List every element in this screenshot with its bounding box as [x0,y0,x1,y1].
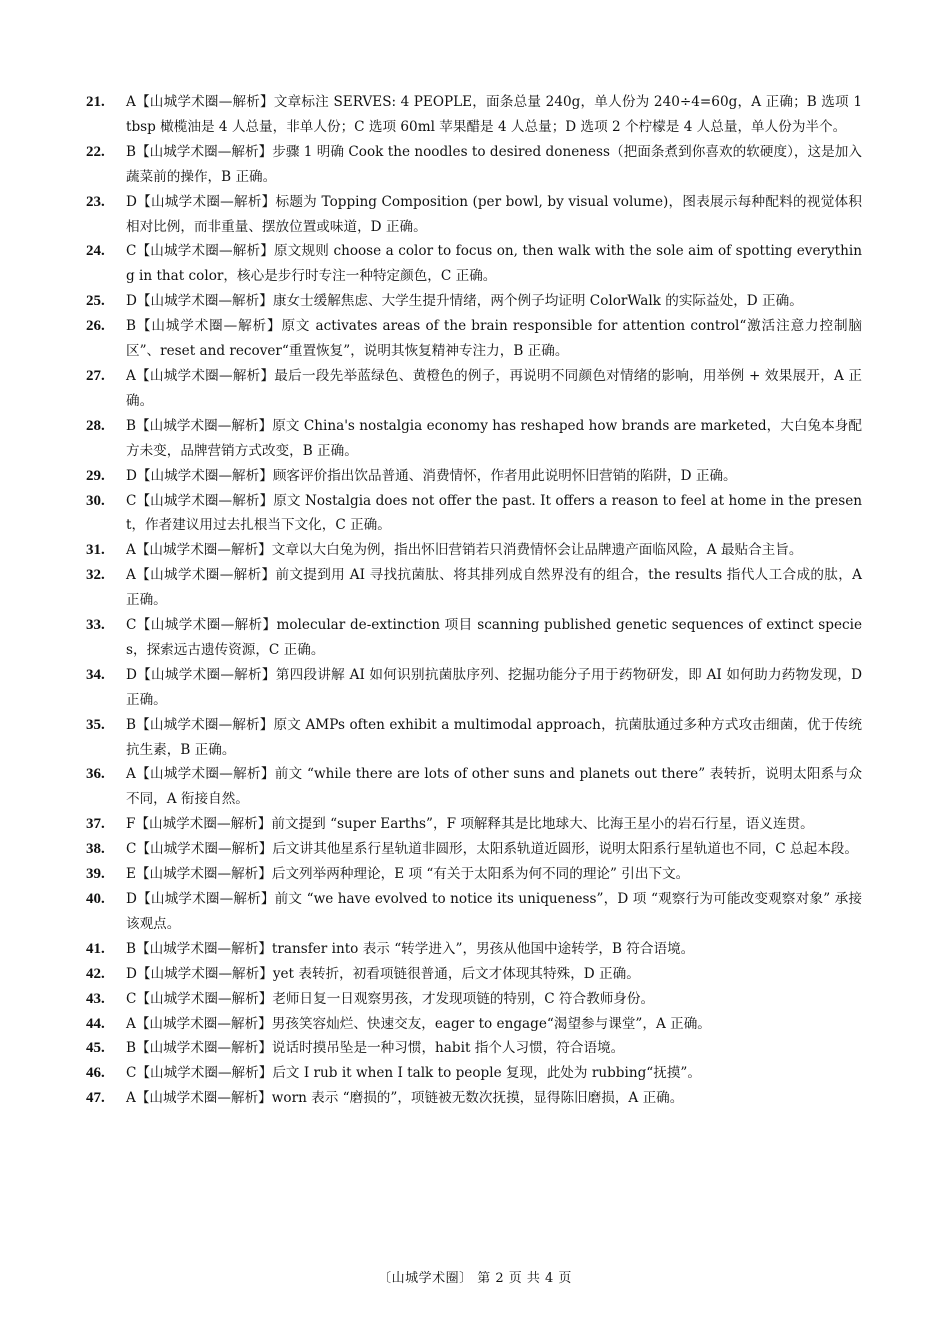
question-number: 45. [86,1040,105,1057]
question-number: 26. [86,318,105,335]
question-number: 32. [86,567,105,584]
answer-item [86,713,862,763]
question-number: 29. [86,467,105,484]
answer-explanation: B【山城学术圈—解析】原文 AMPs often exhibit a multimodal approach，抗菌肽通过多种方式攻击细菌，优于传统抗生素，B 正确。 [126,716,862,758]
answer-item [86,563,862,613]
question-number: 24. [86,243,105,260]
answer-item [86,987,862,1012]
question-number: 43. [86,990,105,1007]
answer-explanation: D【山城学术圈—解析】康女士缓解焦虑、大学生提升情绪，两个例子均证明 ColorWalk 的实际益处，D 正确。 [126,293,803,310]
question-number: 31. [86,542,105,559]
answer-explanation: A【山城学术圈—解析】最后一段先举蓝绿色、黄橙色的例子，再说明不同颜色对情绪的影响，用举例 + 效果展开，A 正确。 [126,367,862,409]
answer-item [86,140,862,190]
question-number: 38. [86,841,105,858]
answer-explanation: A【山城学术圈—解析】文章标注 SERVES: 4 PEOPLE，面条总量 240g，单人份为 240÷4=60g，A 正确；B 选项 1 tbsp 橄榄油是 4 人总量，非单人份；C 选项 60ml 苹果醋是 4 人总量；D 选项 2 个柠檬是 4 人总量，单人份为半个。 [126,94,862,135]
answer-item [86,613,862,663]
question-number: 28. [86,417,105,434]
answer-explanation: D【山城学术圈—解析】yet 表转折，初看项链很普通，后文才体现其特殊，D 正确。 [126,965,640,982]
question-number: 27. [86,367,105,384]
answer-explanation: C【山城学术圈—解析】老师日复一日观察男孩，才发现项链的特别，C 符合教师身份。 [126,990,655,1007]
answer-item [86,887,862,937]
answer-explanation: A【山城学术圈—解析】前文 “while there are lots of other suns and planets out there” 表转折，说明太阳系与众不同，A 衔接自然。 [126,766,862,808]
answer-item [86,464,862,489]
question-number: 47. [86,1090,105,1107]
answer-item [86,489,862,539]
answer-item [86,812,862,837]
answer-item [86,937,862,962]
answer-explanation: E【山城学术圈—解析】后文列举两种理论，E 项 “有关于太阳系为何不同的理论” 引出下文。 [126,866,690,883]
answer-explanation: B【山城学术圈—解析】步骤 1 明确 Cook the noodles to desired doneness（把面条煮到你喜欢的软硬度），这是加入蔬菜前的操作，B 正确。 [126,143,862,185]
question-number: 39. [86,866,105,883]
answer-item [86,1036,862,1061]
answer-item [86,538,862,563]
answer-explanation: D【山城学术圈—解析】标题为 Topping Composition (per bowl, by visual volume)，图表展示每种配料的视觉体积相对比例，而非重量、摆放位置或味道，D 正确。 [126,193,862,235]
answer-explanation: F【山城学术圈—解析】前文提到 “super Earths”，F 项解释其是比地球大、比海王星小的岩石行星，语义连贯。 [126,816,814,833]
question-number: 41. [86,940,105,957]
answer-item [86,414,862,464]
question-number: 33. [86,617,105,634]
answer-explanation: D【山城学术圈—解析】第四段讲解 AI 如何识别抗菌肽序列、挖掘功能分子用于药物研发，即 AI 如何助力药物发现，D 正确。 [126,666,862,708]
question-number: 35. [86,716,105,733]
answer-explanation: A【山城学术圈—解析】worn 表示 “磨损的”，项链被无数次抚摸，显得陈旧磨损，A 正确。 [126,1090,684,1107]
answer-explanation: A【山城学术圈—解析】前文提到用 AI 寻找抗菌肽、将其排列成自然界没有的组合，the results 指代人工合成的肽，A 正确。 [126,567,862,609]
answer-explanation: C【山城学术圈—解析】原文 Nostalgia does not offer the past. It offers a reason to feel at home in the present，作者建议用过去扎根当下文化，C 正确。 [126,492,862,534]
question-number: 42. [86,965,105,982]
question-number: 46. [86,1065,105,1082]
answer-explanation: A【山城学术圈—解析】男孩笑容灿烂、快速交友，eager to engage“渴望参与课堂”，A 正确。 [126,1015,711,1032]
answer-explanation: A【山城学术圈—解析】文章以大白兔为例，指出怀旧营销若只消费情怀会让品牌遗产面临风险，A 最贴合主旨。 [126,542,803,559]
question-number: 34. [86,666,105,683]
question-number: 25. [86,293,105,310]
answer-item [86,364,862,414]
answer-item [86,837,862,862]
answer-explanation: B【山城学术圈—解析】transfer into 表示 “转学进入”，男孩从他国中途转学，B 符合语境。 [126,940,695,957]
question-number: 37. [86,816,105,833]
question-number: 40. [86,891,105,907]
question-number: 36. [86,766,105,783]
question-number: 30. [86,492,105,509]
answer-item [86,239,862,289]
answer-explanation: D【山城学术圈—解析】顾客评价指出饮品普通、消费情怀，作者用此说明怀旧营销的陷阱，D 正确。 [126,467,737,484]
answer-explanation: B【山城学术圈—解析】原文 activates areas of the brain responsible for attention control“激活注意力控制脑区”、reset and recover“重置恢复”，说明其恢复精神专注力，B 正确。 [126,318,862,360]
answer-item [86,1061,862,1086]
answer-explanation: B【山城学术圈—解析】说话时摸吊坠是一种习惯，habit 指个人习惯，符合语境。 [126,1040,625,1057]
answer-item [86,762,862,812]
answer-explanation: C【山城学术圈—解析】molecular de-extinction 项目 scanning published genetic sequences of extinct species，探索远古遗传资源，C 正确。 [126,617,862,658]
answer-item [86,1086,862,1111]
question-number: 44. [86,1015,105,1032]
answer-explanation: D【山城学术圈—解析】前文 “we have evolved to notice its uniqueness”，D 项 “观察行为可能改变观察对象” 承接该观点。 [126,891,862,932]
answer-explanation: C【山城学术圈—解析】后文 I rub it when I talk to people 复现，此处为 rubbing“抚摸”。 [126,1065,701,1082]
answer-list [86,90,862,1111]
answer-item [86,1012,862,1037]
answer-item [86,90,862,140]
answer-explanation: B【山城学术圈—解析】原文 China's nostalgia economy has reshaped how brands are marketed，大白兔本身配方未变，品牌营销方式改变，B 正确。 [126,417,862,459]
question-number: 21. [86,94,105,110]
answer-item [86,190,862,240]
answer-item [86,314,862,364]
question-number: 22. [86,143,105,160]
answer-item [86,663,862,713]
answer-item [86,962,862,987]
answer-explanation: C【山城学术圈—解析】原文规则 choose a color to focus on, then walk with the sole aim of spotting everything in that color，核心是步行时专注一种特定颜色，C 正确。 [126,243,862,285]
answer-item [86,862,862,887]
question-number: 23. [86,193,105,210]
answer-explanation: C【山城学术圈—解析】后文讲其他星系行星轨道非圆形，太阳系轨道近圆形，说明太阳系行星轨道也不同，C 总起本段。 [126,841,858,858]
page-footer: 〔山城学术圈〕 第 2 页 共 4 页 [378,1271,572,1286]
answer-item [86,289,862,314]
